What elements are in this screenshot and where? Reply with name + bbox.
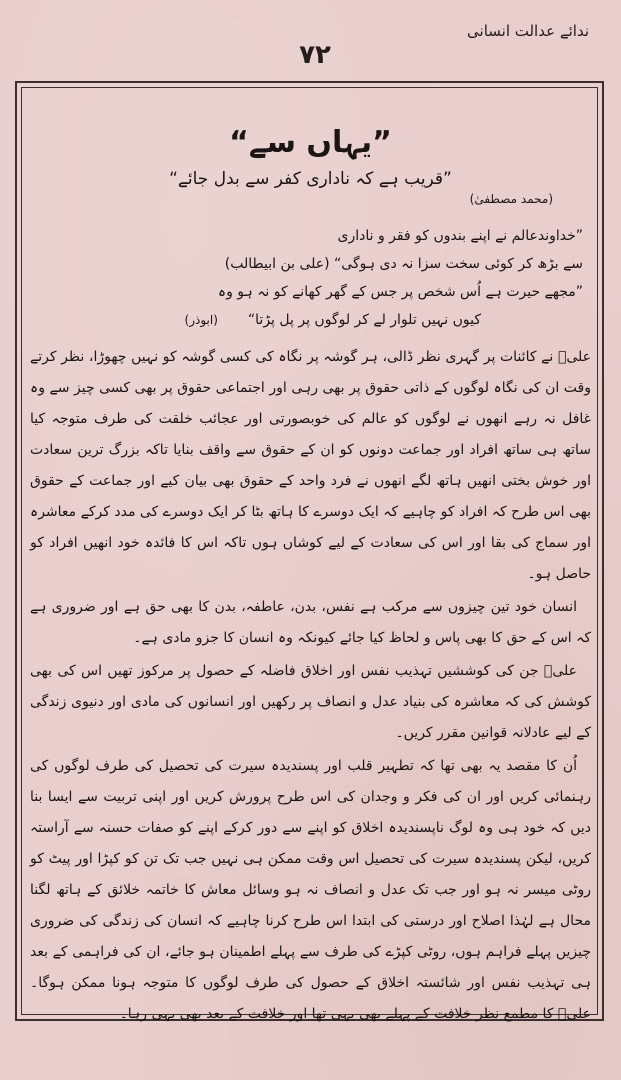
paragraph: علیؑ جن کی کوششیں تہذیب نفس اور اخلاق فاضلہ کے حصول پر مرکوز تھیں اس کی بھی کوشش کی کہ معاشرہ کی بنیاد عدل و انصاف پر رکھیں اور انسانوں کی مادی اور دنیوی زندگی کے لیے عادلانہ قوانین مقرر کریں۔ xyxy=(30,663,591,741)
article-subtitle-quote: ”قریب ہے کہ ناداری کفر سے بدل جائے“ xyxy=(169,169,452,189)
paragraph: علیؑ نے کائنات پر گہری نظر ڈالی، ہر گوشہ پر نگاہ کی کسی گوشہ کو نہیں چھوڑا، نظر کرتے وقت ان کی نگاہ لوگوں کے ذاتی حقوق پر بھی رہی اور اجتماعی حقوق پر بھی کسی چیز سے وہ غافل نہ رہے انھوں نے لوگوں کو عالم کی خوبصورتی اور عجائب خلقت کی طرف متوجہ کیا ساتھ ہی ساتھ افراد اور جماعت دونوں کو ان کے حقوق سے واقف بنایا تاکہ بزرگ ترین سعادت اور خوش بختی انھیں ہاتھ لگے انھوں نے فرد واحد کے حقوق بھی بیان کیے اور جماعت کے حقوق بھی اس طرح کہ افراد کو چاہیے کہ ایک دوسرے کا ہاتھ بٹا کر ایک دوسرے کی مدد کرکے معاشرہ اور سماج کی بقا اور اس کی سعادت کے لیے کوشاں ہوں تاکہ اس کا فائدہ خود انھیں افراد کو حاصل ہو۔ xyxy=(30,349,591,582)
running-title: ندائے عدالت انسانی xyxy=(467,22,589,40)
quote-line: ”مجھے حیرت ہے اُس شخص پر جس کے گھر کھانے کو نہ ہو وہ xyxy=(217,284,583,300)
article-body xyxy=(30,342,591,1030)
article xyxy=(30,118,591,1032)
paragraph: انسان خود تین چیزوں سے مرکب ہے نفس، بدن، عاطفہ، بدن کا بھی حق ہے اور ضروری ہے کہ اس کے حق کا بھی پاس و لحاظ کیا جائے کیونکہ وہ انسان کا جزو مادی ہے۔ xyxy=(30,599,591,646)
quote-line xyxy=(30,306,591,334)
article-title: ”یہاں سے“ xyxy=(229,125,392,160)
quote-line: ”خداوندعالم نے اپنے بندوں کو فقر و ناداری xyxy=(337,228,583,244)
paragraph: اُن کا مقصد یہ بھی تھا کہ تطہیر قلب اور پسندیدہ سیرت کی تحصیل کی طرف لوگوں کی رہنمائی کریں اور ان کی فکر و وجدان کی اس طرح پرورش کریں اور اپنی تربیت سے ایسا بنا دیں کہ خود ہی وہ لوگ ناپسندیدہ اخلاق کو اپنے سے دور کرکے اپنے کو صفات حسنہ سے آراستہ کریں، لیکن پسندیدہ سیرت کی تحصیل اس وقت ممکن ہی نہیں جب تک تن کو کپڑا اور پیٹ کو روٹی میسر نہ ہو اور جب تک عدل و انصاف نہ ہو وسائل معاش کا خاتمہ خلائق کے ہاتھ لگنا محال ہے لہٰذا اصلاح اور درستی کی ابتدا اس طرح کرنا چاہیے کہ انسان کی زندگی کی ضروری چیزیں پہلے فراہم ہوں، روٹی کپڑے کی طرف سے پہلے اطمینان ہو جائے، ان کی فراہمی کے بعد ہی تہذیب نفس اور شائستہ اخلاق کے حصول کی طرف لوگوں کا متوجہ ہونا ممکن ہوگا۔ علیؑ کا مطمع نظر خلافت کے پہلے بھی یہی تھا اور خلافت کے بعد بھی یہی رہا۔ xyxy=(30,758,591,1022)
subtitle-attribution: (محمد مصطفیٰ) xyxy=(469,192,553,206)
quote-line: سے بڑھ کر کوئی سخت سزا نہ دی ہوگی“ (علی بن ابیطالب) xyxy=(224,256,583,272)
page-number: ۷۲ xyxy=(299,40,331,70)
quote-text: کیوں نہیں تلوار لے کر لوگوں پر پل پڑتا“ xyxy=(247,312,481,328)
quote-source: (ابوذر) xyxy=(184,313,218,327)
epigraph-quotes xyxy=(30,222,591,334)
